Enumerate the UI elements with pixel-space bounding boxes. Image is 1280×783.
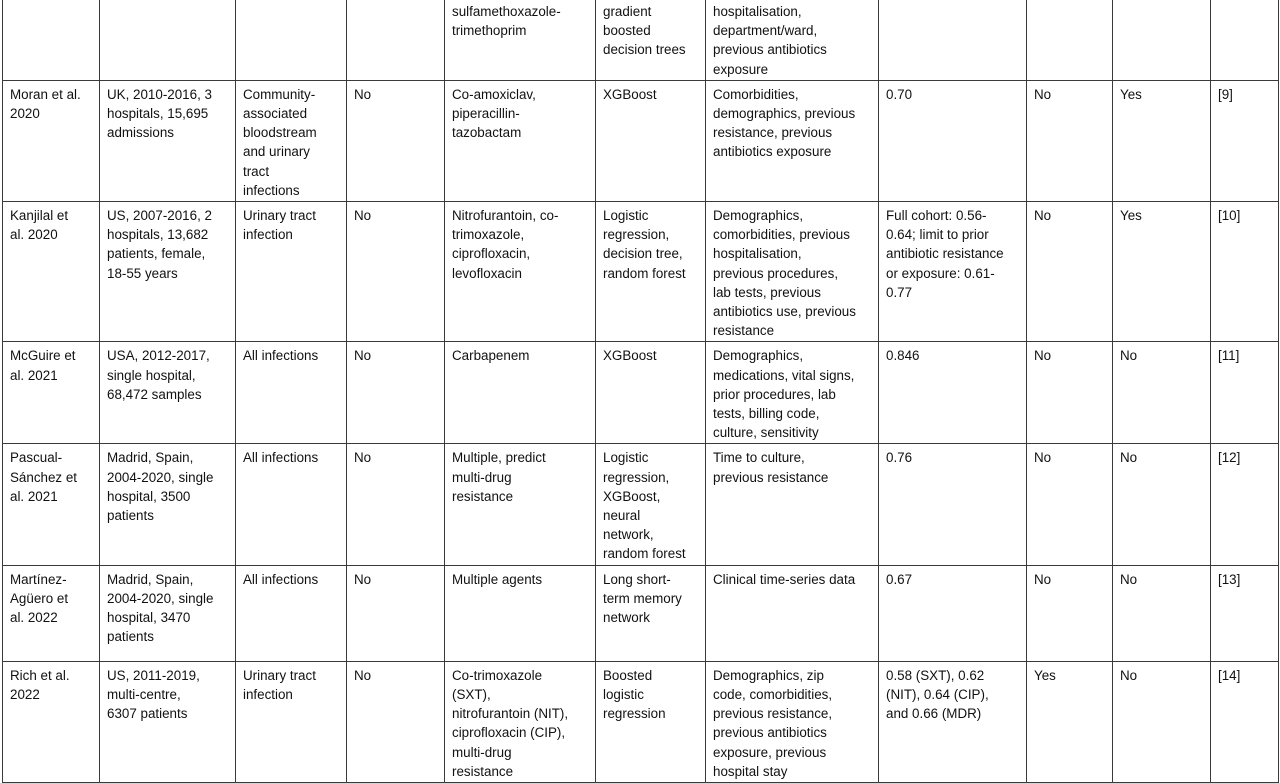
reference-cell: [11] bbox=[1211, 342, 1279, 444]
model-cell: Logistic regression, decision tree, random forest bbox=[596, 202, 706, 342]
antibiotic-cell: sulfamethoxazole- trimethoprim bbox=[445, 0, 596, 80]
study-cell: Martínez- Agüero et al. 2022 bbox=[3, 565, 100, 661]
setting-cell: US, 2011-2019, multi-centre, 6307 patients bbox=[100, 661, 236, 782]
model-cell: Long short- term memory network bbox=[596, 565, 706, 661]
flag-cell bbox=[347, 0, 445, 80]
reference-cell: [14] bbox=[1211, 661, 1279, 782]
antibiotic-cell: Co-trimoxazole (SXT), nitrofurantoin (NIT), ciprofloxacin (CIP), multi-drug resistance bbox=[445, 661, 596, 782]
performance-cell: 0.67 bbox=[879, 565, 1027, 661]
features-cell: Time to culture, previous resistance bbox=[706, 444, 879, 565]
performance-cell bbox=[879, 0, 1027, 80]
features-cell: Clinical time-series data bbox=[706, 565, 879, 661]
infection-cell: All infections bbox=[236, 342, 347, 444]
flag-cell: No bbox=[347, 202, 445, 342]
antibiotic-cell: Co-amoxiclav, piperacillin- tazobactam bbox=[445, 80, 596, 201]
flag-cell bbox=[1027, 0, 1113, 80]
setting-cell bbox=[100, 0, 236, 80]
infection-cell: Urinary tract infection bbox=[236, 661, 347, 782]
flag-cell: Yes bbox=[1113, 80, 1211, 201]
performance-cell: 0.70 bbox=[879, 80, 1027, 201]
features-cell: Comorbidities, demographics, previous resistance, previous antibiotics exposure bbox=[706, 80, 879, 201]
study-cell bbox=[3, 0, 100, 80]
features-cell: Demographics, medications, vital signs, prior procedures, lab tests, billing code, culture, sensitivity bbox=[706, 342, 879, 444]
flag-cell: No bbox=[347, 80, 445, 201]
flag-cell: No bbox=[347, 342, 445, 444]
flag-cell bbox=[1113, 0, 1211, 80]
infection-cell: Urinary tract infection bbox=[236, 202, 347, 342]
antibiotic-cell: Multiple, predict multi-drug resistance bbox=[445, 444, 596, 565]
setting-cell: Madrid, Spain, 2004-2020, single hospital, 3470 patients bbox=[100, 565, 236, 661]
reference-cell: [10] bbox=[1211, 202, 1279, 342]
table-row bbox=[3, 342, 1279, 444]
study-cell: Kanjilal et al. 2020 bbox=[3, 202, 100, 342]
flag-cell: No bbox=[347, 444, 445, 565]
flag-cell: No bbox=[1027, 444, 1113, 565]
infection-cell: Community- associated bloodstream and urinary tract infections bbox=[236, 80, 347, 201]
table-row bbox=[3, 0, 1279, 80]
antibiotic-cell: Carbapenem bbox=[445, 342, 596, 444]
features-cell: Demographics, comorbidities, previous hospitalisation, previous procedures, lab tests, previous antibiotics use, previous resistance bbox=[706, 202, 879, 342]
performance-cell: Full cohort: 0.56- 0.64; limit to prior antibiotic resistance or exposure: 0.61- 0.77 bbox=[879, 202, 1027, 342]
flag-cell: No bbox=[1027, 342, 1113, 444]
study-cell: Pascual- Sánchez et al. 2021 bbox=[3, 444, 100, 565]
flag-cell: No bbox=[347, 661, 445, 782]
studies-table bbox=[2, 0, 1279, 783]
table-row bbox=[3, 444, 1279, 565]
study-cell: Moran et al. 2020 bbox=[3, 80, 100, 201]
model-cell: XGBoost bbox=[596, 342, 706, 444]
flag-cell: No bbox=[1113, 444, 1211, 565]
features-cell: Demographics, zip code, comorbidities, previous resistance, previous antibiotics exposure, previous hospital stay bbox=[706, 661, 879, 782]
table-body bbox=[3, 0, 1279, 782]
infection-cell bbox=[236, 0, 347, 80]
performance-cell: 0.58 (SXT), 0.62 (NIT), 0.64 (CIP), and 0.66 (MDR) bbox=[879, 661, 1027, 782]
reference-cell: [9] bbox=[1211, 80, 1279, 201]
performance-cell: 0.76 bbox=[879, 444, 1027, 565]
antibiotic-cell: Nitrofurantoin, co- trimoxazole, ciprofloxacin, levofloxacin bbox=[445, 202, 596, 342]
model-cell: XGBoost bbox=[596, 80, 706, 201]
flag-cell: No bbox=[1027, 565, 1113, 661]
study-cell: Rich et al. 2022 bbox=[3, 661, 100, 782]
reference-cell: [12] bbox=[1211, 444, 1279, 565]
infection-cell: All infections bbox=[236, 444, 347, 565]
setting-cell: Madrid, Spain, 2004-2020, single hospital, 3500 patients bbox=[100, 444, 236, 565]
table-row bbox=[3, 80, 1279, 201]
setting-cell: UK, 2010-2016, 3 hospitals, 15,695 admissions bbox=[100, 80, 236, 201]
features-cell: hospitalisation, department/ward, previous antibiotics exposure bbox=[706, 0, 879, 80]
model-cell: Boosted logistic regression bbox=[596, 661, 706, 782]
table-row bbox=[3, 565, 1279, 661]
flag-cell: No bbox=[1113, 661, 1211, 782]
setting-cell: US, 2007-2016, 2 hospitals, 13,682 patients, female, 18-55 years bbox=[100, 202, 236, 342]
study-cell: McGuire et al. 2021 bbox=[3, 342, 100, 444]
flag-cell: Yes bbox=[1027, 661, 1113, 782]
setting-cell: USA, 2012-2017, single hospital, 68,472 samples bbox=[100, 342, 236, 444]
flag-cell: No bbox=[1027, 202, 1113, 342]
flag-cell: No bbox=[347, 565, 445, 661]
reference-cell bbox=[1211, 0, 1279, 80]
performance-cell: 0.846 bbox=[879, 342, 1027, 444]
flag-cell: Yes bbox=[1113, 202, 1211, 342]
model-cell: gradient boosted decision trees bbox=[596, 0, 706, 80]
flag-cell: No bbox=[1113, 342, 1211, 444]
model-cell: Logistic regression, XGBoost, neural network, random forest bbox=[596, 444, 706, 565]
table-row bbox=[3, 202, 1279, 342]
table-row bbox=[3, 661, 1279, 782]
infection-cell: All infections bbox=[236, 565, 347, 661]
reference-cell: [13] bbox=[1211, 565, 1279, 661]
antibiotic-cell: Multiple agents bbox=[445, 565, 596, 661]
flag-cell: No bbox=[1027, 80, 1113, 201]
flag-cell: No bbox=[1113, 565, 1211, 661]
